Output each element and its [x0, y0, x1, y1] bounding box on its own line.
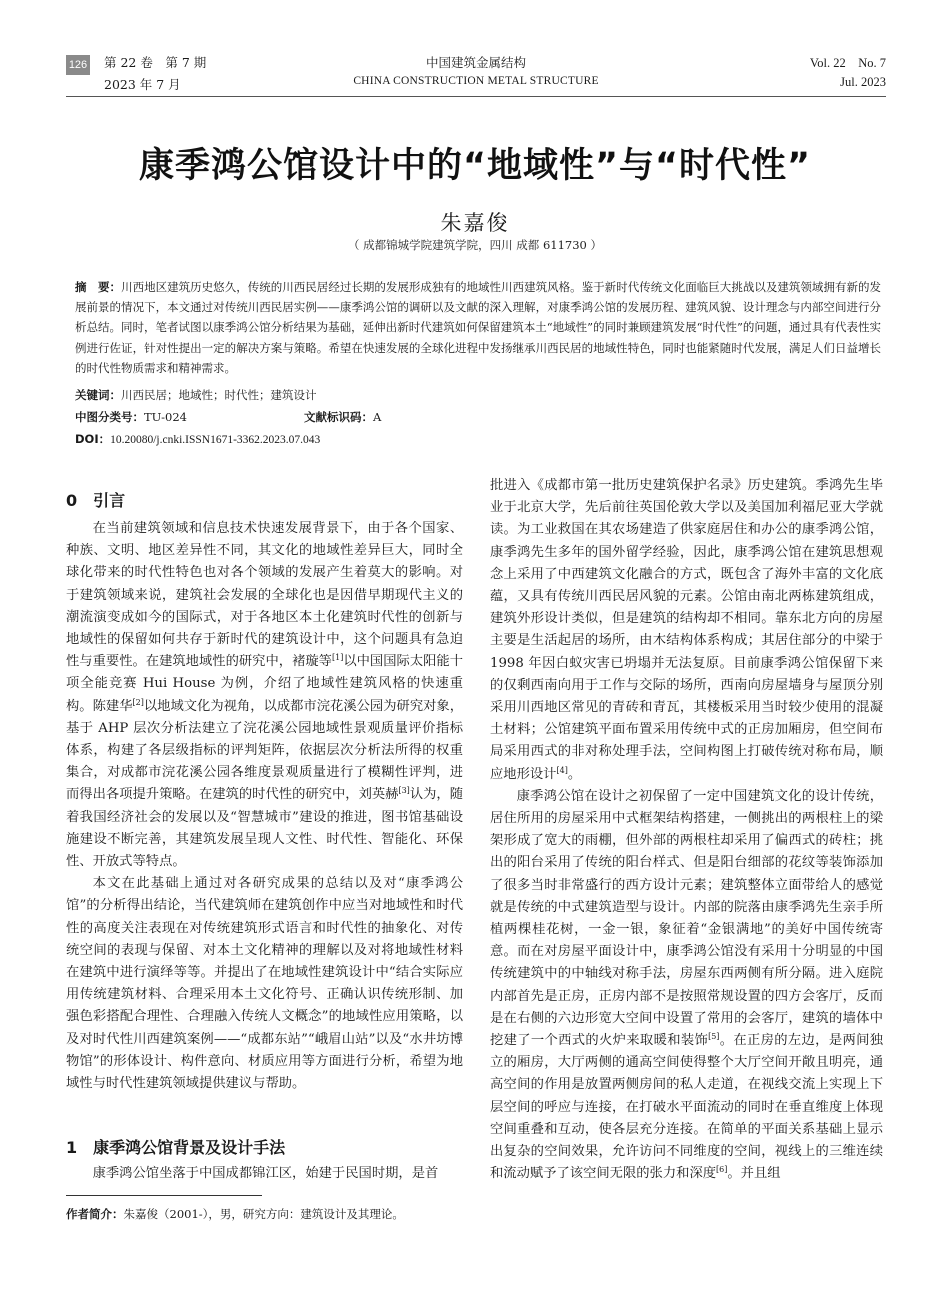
journal-name-en: CHINA CONSTRUCTION METAL STRUCTURE	[353, 75, 599, 87]
volume-issue-cn: 第 22 卷 第 7 期	[104, 55, 207, 70]
page-number: 126	[66, 55, 90, 75]
paragraph: 本文在此基础上通过对各研究成果的总结以及对“康季鸿公馆”的分析得出结论，当代建筑师在建筑创作中应当对地域性和时代性的高度关注表现在对传统建筑形式语言和时代性的抽象化、对传统空间的表现与保留、对本土文化精神的理解以及对将地域性材料在建筑中进行演绎等等。并提出了在地域性建筑设计中“结合实际应用传统建筑材料、合理采用本土文化符号、正确认识传统形制、加强色彩搭配合理性、合理融入传统人文概念”的地域性应用策略，以及对时代性川西建筑案例——“成都东站”“峨眉山站”以及“水井坊博物馆”的形体设计、构件意向、材质应用等方面进行分析，希望为地域性与时代性建筑领域提供建议与帮助。	[66, 876, 464, 1092]
author-name: 朱嘉俊	[440, 211, 510, 235]
doi-label: DOI：	[75, 432, 111, 446]
clc-label: 中图分类号：	[75, 410, 144, 424]
paragraph: 康季鸿公馆在设计之初保留了一定中国建筑文化的设计传统，居住所用的房屋采用中式框架结构搭建，一侧挑出的两根柱上的梁架形成了宽大的雨棚，但外部的两根柱却采用了偏西式的砖柱；挑出的阳台采用了传统的阳台样式、但是阳台细部的花纹等装饰添加了很多当时非常盛行的西方设计元素；建筑整体立面带给人的感觉就是传统的中式建筑造型与设计。内部的院落由康季鸿先生亲手所植两棵桂花树，一金一银，象征着“金银满地”的美好中国传统寄意。而在对房屋平面设计中，康季鸿公馆没有采用十分明显的中国传统建筑中的中轴线对称手法，房屋东西两侧有所分隔。进入庭院内部首先是正房，正房内部不是按照常规设置的四方会客厅，反而是在右侧的六边形宽大空间中设置了常用的会客厅，建筑的墙体中挖建了一个西式的火炉来取暖和装饰[5]。在正房的左边，是两间独立的厢房，大厅两侧的通高空间使得整个大厅空间开敞且明亮，通高空间的作用是放置两侧房间的私人走道，在视线交流上实现上下层空间的呼应与连接，在打破水平面流动的同时在垂直维度上体现空间重叠和互动，使各层充分连接。在简单的平面关系基础上显示出复杂的空间效果，允许访问不同维度的空间，视线上的三维连续和流动赋予了该空间无限的张力和深度[6]。并且组	[490, 788, 884, 1182]
left-column	[66, 518, 463, 1095]
doi-value: 10.20080/j.cnki.ISSN1671-3362.2023.07.043	[110, 434, 321, 446]
running-header	[66, 48, 886, 94]
clc-value: TU-024	[144, 410, 187, 424]
keywords-label: 关键词：	[75, 388, 121, 402]
document-code-value: A	[373, 410, 382, 424]
footnote-divider	[66, 1195, 262, 1196]
header-divider	[66, 96, 886, 97]
right-column	[490, 475, 883, 1186]
section-heading-introduction: 0 引言	[66, 491, 126, 510]
paragraph: 在当前建筑领域和信息技术快速发展背景下，由于各个国家、种族、文明、地区差异性不同，其文化的地域性差异巨大，同时全球化带来的时代性特色也对各个领域的发展产生着莫大的影响。对于建筑领域来说，建筑社会发展的全球化也是因借早期现代主义的潮流演变成如今的国际式，对于各地区本土化建筑时代性的创新与地域性的保留如何共存于新时代的建筑设计中，这个问题具有急迫性与重要性。在建筑地域性的研究中，褚璇等[1]以中国国际太阳能十项全能竞赛 Hui House 为例，介绍了地域性建筑风格的快速重构。陈建华[2]以地域文化为视角，以成都市浣花溪公园为研究对象，基于 AHP 层次分析法建立了浣花溪公园地域性景观质量评价指标体系，构建了各层级指标的评判矩阵，依据层次分析法所得的权重集合，对成都市浣花溪公园各维度景观质量进行了模糊性评判，进而得出各项提升策略。在建筑的时代性的研究中，刘英赫[3]认为，随着我国经济社会的发展以及“智慧城市”建设的推进，图书馆基础设施建设不断完善，其建筑发展呈现人文性、时代性、智能化、环保性、开放式等特点。	[66, 521, 464, 870]
document-code	[304, 409, 381, 425]
abstract-text: 川西地区建筑历史悠久，传统的川西民居经过长期的发展形成独有的地域性川西建筑风格。鉴于新时代传统文化面临巨大挑战以及建筑领域拥有新的发展前景的情况下，本文通过对传统川西民居实例——康季鸿公馆的调研以及文献的深入理解，对康季鸿公馆的发展历程、建筑风貌、设计理念与内部空间进行分析总结。同时，笔者试图以康季鸿公馆分析结果为基础，延伸出新时代建筑如何保留建筑本土“地域性”的同时兼顾建筑发展“时代性”的问题，通过具有代表性实例进行佐证，针对性提出一定的解决方案与策略。希望在快速发展的全球化进程中发扬继承川西民居的地域性特色，同时也能紧随时代发展，满足人们日益增长的时代性物质需求和精神需求。	[75, 280, 881, 375]
reference-mark: [5]	[708, 1032, 720, 1042]
journal-name-cn: 中国建筑金属结构	[425, 55, 526, 70]
reference-mark: [1]	[331, 653, 344, 663]
reference-mark: [6]	[716, 1165, 728, 1175]
section-heading-background: 1 康季鸿公馆背景及设计手法	[66, 1138, 286, 1157]
reference-mark: [2]	[132, 697, 144, 707]
footnote-label: 作者简介：	[66, 1207, 124, 1221]
author-affiliation: （ 成都锦城学院建筑学院，四川 成都 611730 ）	[347, 238, 603, 252]
doi	[75, 431, 320, 447]
date-cn: 2023 年 7 月	[104, 77, 181, 92]
paragraph: 批进入《成都市第一批历史建筑保护名录》历史建筑。季鸿先生毕业于北京大学，先后前往英国伦敦大学以及美国加利福尼亚大学就读。为工业救国在其农场建造了供家庭居住和办公的康季鸿公馆，康季鸿先生多年的国外留学经验，因此，康季鸿公馆在建筑思想观念上采用了中西建筑文化融合的方式，既包含了海外丰富的文化底蕴，又具有传统川西民居风貌的元素。公馆由南北两栋建筑组成，建筑外形设计类似，但是建筑的结构却不相同。靠东北方向的房屋主要是生活起居的场所，由木结构体系构成；其居住部分的中梁于 1998 年因白蚁灾害已坍塌并无法复原。目前康季鸿公馆保留下来的仅剩西南向用于工作与交际的场所，西南向房屋墙身与屋顶分别采用川西地区常见的青砖和青瓦，其楼板采用当时较少使用的混凝土材料；公馆建筑平面布置采用传统中式的正房加厢房，但空间布局采用西式的非对称处理手法，空间构图上打破传统对称布局，顺应地形设计[4]。	[490, 478, 883, 782]
volume-issue-en: Vol. 22 No. 7	[809, 56, 886, 70]
abstract	[75, 277, 881, 378]
document-code-label: 文献标识码：	[304, 410, 373, 424]
keywords	[75, 387, 317, 403]
date-en: Jul. 2023	[840, 75, 886, 89]
author-footnote	[66, 1206, 404, 1222]
keywords-text: 川西民居；地域性；时代性；建筑设计	[121, 388, 317, 402]
reference-mark: [3]	[398, 786, 410, 796]
abstract-label: 摘 要：	[75, 280, 122, 294]
clc-number	[75, 409, 187, 425]
footnote-text: 朱嘉俊（2001-），男，研究方向：建筑设计及其理论。	[123, 1207, 404, 1221]
paragraph: 康季鸿公馆坐落于中国成都锦江区，始建于民国时期，是首	[92, 1166, 439, 1181]
article-title: 康季鸿公馆设计中的“地域性”与“时代性”	[138, 146, 811, 186]
reference-mark: [4]	[556, 765, 568, 775]
